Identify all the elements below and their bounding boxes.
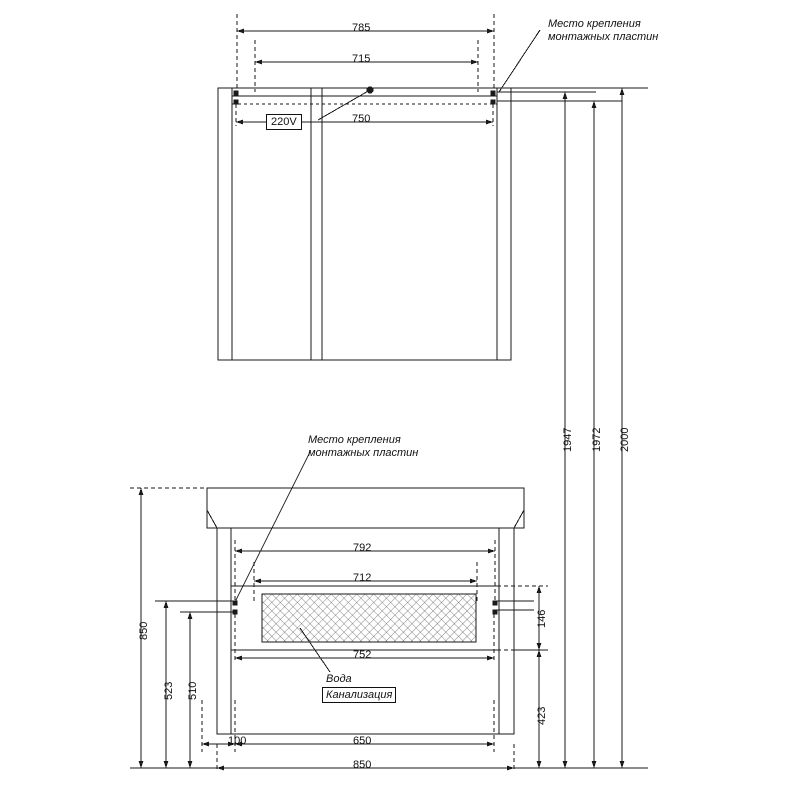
dim-label-146: 146 <box>536 609 548 628</box>
dim-label-510: 510 <box>187 681 199 700</box>
dim-label-785: 785 <box>352 22 371 34</box>
arrow-1972-top <box>592 101 597 108</box>
arrow-146-bottom <box>537 643 542 650</box>
arrow-785-right <box>487 29 494 34</box>
arrow-750-left <box>236 120 243 125</box>
dim-label-750: 750 <box>352 113 371 125</box>
arrow-650-right <box>487 742 494 747</box>
arrow-510-top <box>188 612 193 619</box>
arrow-712-left <box>254 579 261 584</box>
arrow-715-right <box>471 60 478 65</box>
annotation-mount-plate-bottom-line2: монтажных пластин <box>308 447 419 459</box>
arrow-100-left <box>202 742 209 747</box>
annotation-mount-plate-bottom-line1: Место крепления <box>308 434 401 446</box>
arrow-785-left <box>237 29 244 34</box>
arrow-423-top <box>537 650 542 657</box>
arrow-752-right <box>487 656 494 661</box>
mount-point-bottom-right-2 <box>493 610 497 614</box>
mount-point-top-left-2 <box>234 100 238 104</box>
dim-label-523: 523 <box>163 681 175 700</box>
arrow-752-left <box>235 656 242 661</box>
dim-label-715: 715 <box>352 53 371 65</box>
arrow-792-right <box>488 549 495 554</box>
dim-label-1972: 1972 <box>591 427 603 452</box>
annotation-220v: 220V <box>266 114 302 130</box>
arrow-1947-bottom <box>563 761 568 768</box>
arrow-523-top <box>164 601 169 608</box>
annotation-water: Вода <box>322 672 356 686</box>
annotation-mount-plate-top-line2: монтажных пластин <box>548 31 659 43</box>
dim-label-850-height: 850 <box>138 621 150 640</box>
arrow-850w-left <box>217 766 224 771</box>
arrow-2000-bottom <box>620 761 625 768</box>
countertop <box>207 488 524 528</box>
arrow-2000-top <box>620 88 625 95</box>
dim-label-650: 650 <box>353 735 372 747</box>
mirror-cabinet-body <box>218 88 511 360</box>
dim-label-792: 792 <box>353 542 372 554</box>
arrow-850w-right <box>507 766 514 771</box>
dim-label-712: 712 <box>353 572 372 584</box>
service-zone-hatch-2 <box>262 594 476 642</box>
dim-label-2000: 2000 <box>619 427 631 452</box>
mount-point-top-right-2 <box>491 100 495 104</box>
arrow-850h-bottom <box>139 761 144 768</box>
countertop-under-edge <box>207 510 524 528</box>
arrow-1972-bottom <box>592 761 597 768</box>
annotation-mount-plate-top-line1: Место крепления <box>548 18 641 30</box>
dim-label-423: 423 <box>536 706 548 725</box>
annotation-sewer: Канализация <box>322 687 396 703</box>
arrow-715-left <box>255 60 262 65</box>
arrow-750-right <box>486 120 493 125</box>
dim-label-850-width: 850 <box>353 759 372 771</box>
dim-label-1947: 1947 <box>562 427 574 452</box>
arrow-1947-top <box>563 92 568 99</box>
arrow-523-bottom <box>164 761 169 768</box>
arrow-850h-top <box>139 488 144 495</box>
dim-label-752: 752 <box>353 649 372 661</box>
mount-plate-leader-top <box>499 30 540 92</box>
arrow-510-bottom <box>188 761 193 768</box>
dim-label-100: 100 <box>228 735 247 747</box>
arrow-146-top <box>537 586 542 593</box>
arrow-423-bottom <box>537 761 542 768</box>
arrow-792-left <box>235 549 242 554</box>
arrow-712-right <box>470 579 477 584</box>
mount-plate-leader-bottom <box>235 452 310 602</box>
